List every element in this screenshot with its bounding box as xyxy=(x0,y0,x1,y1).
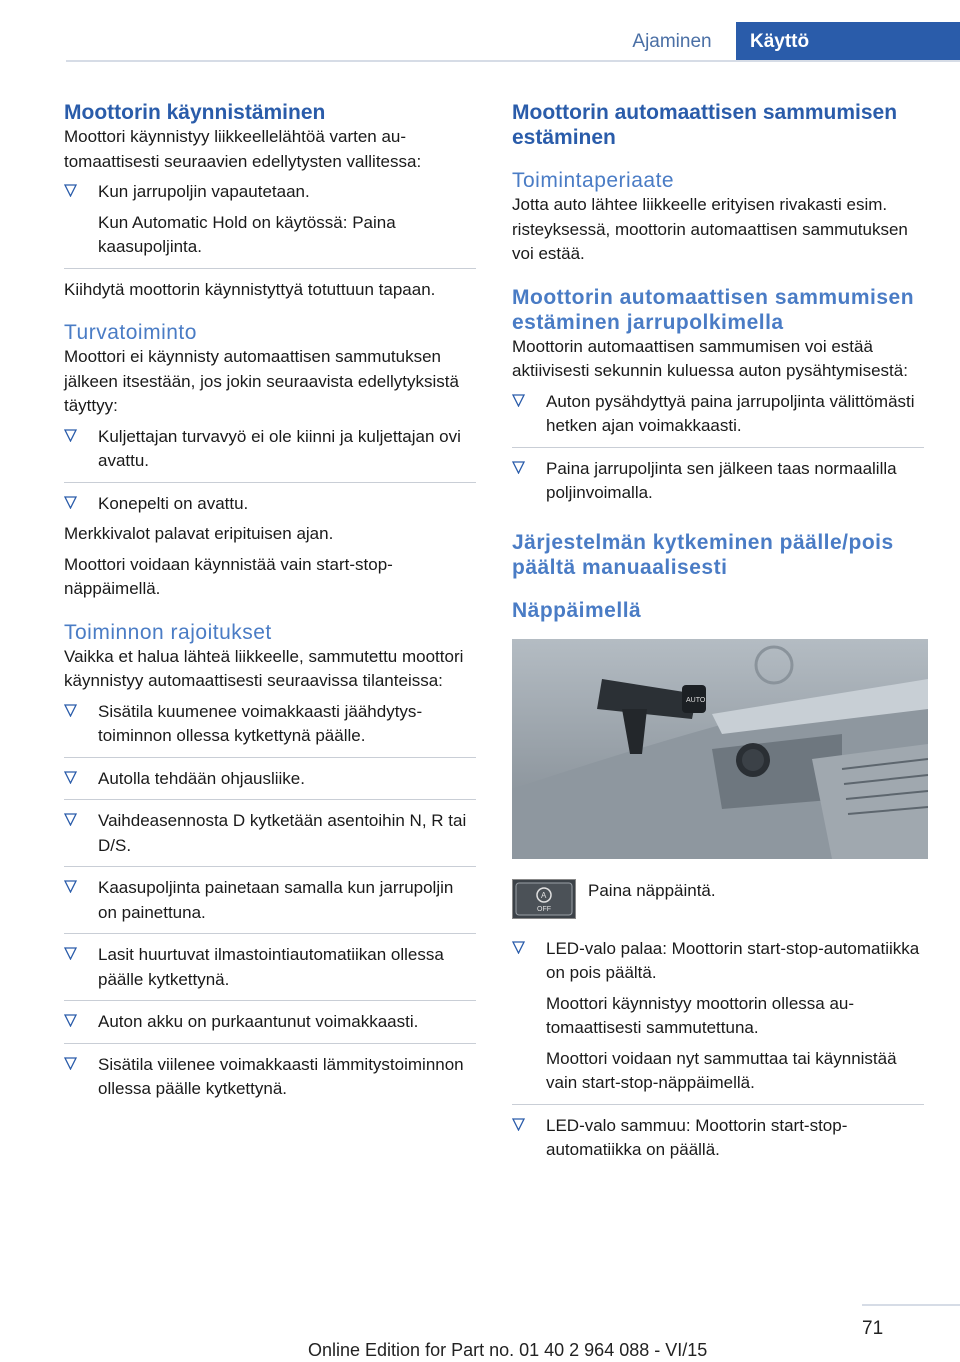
triangle-bullet-icon xyxy=(64,184,78,198)
triangle-bullet-icon xyxy=(64,1014,78,1028)
list-item: Kaasupoljinta painetaan samalla kun jarrupoljin on painettuna. xyxy=(64,876,476,925)
paragraph: Moottori voidaan käynnistää vain start-stop-näppäimellä. xyxy=(64,554,393,598)
paragraph: Vaikka et halua lähteä liikkeelle, sammutettu moottori käynnistyy automaattisesti seuraavissa tilanteissa: xyxy=(64,646,464,690)
right-column xyxy=(512,100,924,1169)
triangle-bullet-icon xyxy=(512,1118,526,1132)
edition-note: Online Edition for Part no. 01 40 2 964 088 - VI/15 xyxy=(308,1340,708,1360)
tab-ajaminen[interactable]: Ajaminen xyxy=(632,31,712,52)
list-subtext: Moottori käynnistyy moottorin ollessa automaattisesti sammutettuna. xyxy=(546,993,855,1037)
tab-kaytto[interactable]: Käyttö xyxy=(736,22,960,62)
paragraph: Paina näppäintä. xyxy=(588,880,716,900)
paragraph: Moottorin automaattisen sammumisen voi estää aktiivisesti sekunnin kuluessa auton pysähtymisestä: xyxy=(512,336,908,380)
header-divider xyxy=(66,60,960,62)
triangle-bullet-icon xyxy=(64,813,78,827)
heading-safety: Turvatoiminto xyxy=(64,321,197,344)
heading-prevent-auto-stop: Moottorin automaattisen sammumisen estäminen xyxy=(512,101,898,149)
triangle-bullet-icon xyxy=(64,947,78,961)
list-item: Auton akku on purkaantunut voimakkaasti. xyxy=(64,1010,476,1035)
svg-text:A: A xyxy=(541,890,547,900)
list-item: Sisätila kuumenee voimakkaasti jäähdytystoiminnon ollessa kytkettynä päälle. xyxy=(64,700,476,749)
heading-with-button: Näppäimellä xyxy=(512,598,642,622)
triangle-bullet-icon xyxy=(64,704,78,718)
header-bar xyxy=(0,0,960,62)
list-subtext: Moottori voidaan nyt sammuttaa tai käynnistää vain start-stop-näppäimellä. xyxy=(546,1048,897,1092)
list-item: Konepelti on avattu. xyxy=(64,492,476,517)
footer-divider xyxy=(862,1304,960,1306)
bullet-list xyxy=(512,390,924,506)
left-column xyxy=(64,100,476,1108)
list-item: Sisätila viilenee voimakkaasti lämmitystoiminnon ollessa päälle kytkettynä. xyxy=(64,1053,476,1102)
auto-start-stop-button-icon xyxy=(512,879,576,919)
triangle-bullet-icon xyxy=(64,429,78,443)
heading-brake-pedal: Moottorin automaattisen sammumisen estäminen jarrupolkimella xyxy=(512,285,915,334)
paragraph: Merkkivalot palavat eripituisen ajan. xyxy=(64,524,334,543)
list-item: Lasit huurtuvat ilmastointiautomatiikan ollessa päälle kytkettynä. xyxy=(64,943,476,992)
dashboard-photo xyxy=(512,639,928,859)
off-label: OFF xyxy=(537,905,551,913)
triangle-bullet-icon xyxy=(512,941,526,955)
list-subtext: Kun Automatic Hold on käytössä: Paina kaasupoljinta. xyxy=(98,212,396,256)
triangle-bullet-icon xyxy=(64,1057,78,1071)
heading-manual-toggle: Järjestelmän kytkeminen päälle/pois päältä manuaalisesti xyxy=(512,530,894,579)
heading-principle: Toimintaperiaate xyxy=(512,169,675,192)
triangle-bullet-icon xyxy=(64,496,78,510)
list-item: Kuljettajan turvavyö ei ole kiinni ja kuljettajan ovi avattu. xyxy=(64,425,476,474)
paragraph: Kiihdytä moottorin käynnistyttyä totuttuun tapaan. xyxy=(64,279,436,299)
list-item: Auton pysähdyttyä paina jarrupoljinta välittömästi hetken ajan voimakkaasti. xyxy=(512,390,924,439)
list-item: LED-valo sammuu: Moottorin start-stop-automatiikka on päällä. xyxy=(512,1114,924,1163)
list-item: Paina jarrupoljinta sen jälkeen taas normaalilla poljinvoimalla. xyxy=(512,457,924,506)
bullet-list xyxy=(64,700,476,1102)
bullet-list xyxy=(64,180,476,260)
page-number: 71 xyxy=(862,1318,884,1339)
button-instruction xyxy=(512,879,924,919)
list-item: Autolla tehdään ohjausliike. xyxy=(64,767,476,792)
list-item: Vaihdeasennosta D kytketään asentoihin N, R tai D/S. xyxy=(64,809,476,858)
heading-limitations: Toiminnon rajoitukset xyxy=(64,620,272,644)
bullet-list xyxy=(512,937,924,1163)
list-item: Kun jarrupoljin vapautetaan. Kun Automatic Hold on käytössä: Paina kaasupoljinta. xyxy=(64,180,476,260)
bullet-list xyxy=(64,425,476,517)
triangle-bullet-icon xyxy=(512,461,526,475)
photo-auto-label: AUTO xyxy=(686,696,706,704)
triangle-bullet-icon xyxy=(64,771,78,785)
heading-engine-start: Moottorin käynnistäminen xyxy=(64,101,326,124)
paragraph: Moottori ei käynnisty automaattisen sammutuksen jälkeen itsestään, jos jokin seuraavista edellytyksistä täyttyy: xyxy=(64,347,459,415)
paragraph: Jotta auto lähtee liikkeelle erityisen rivakasti esim. risteyksessä, moottorin automaattisen sammutuksen voi estää. xyxy=(512,195,908,263)
triangle-bullet-icon xyxy=(64,880,78,894)
triangle-bullet-icon xyxy=(512,394,526,408)
list-item: LED-valo palaa: Moottorin start-stop-automatiikka on pois päältä. Moottori käynnistyy moottorin ollessa automaattisesti sammutettuna. Moottori voidaan nyt sammuttaa tai käynnistää vain start-stop-näppäimellä. xyxy=(512,937,924,1096)
paragraph: Moottori käynnistyy liikkeellelähtöä varten automaattisesti seuraavien edellytysten vallitessa: xyxy=(64,127,422,171)
